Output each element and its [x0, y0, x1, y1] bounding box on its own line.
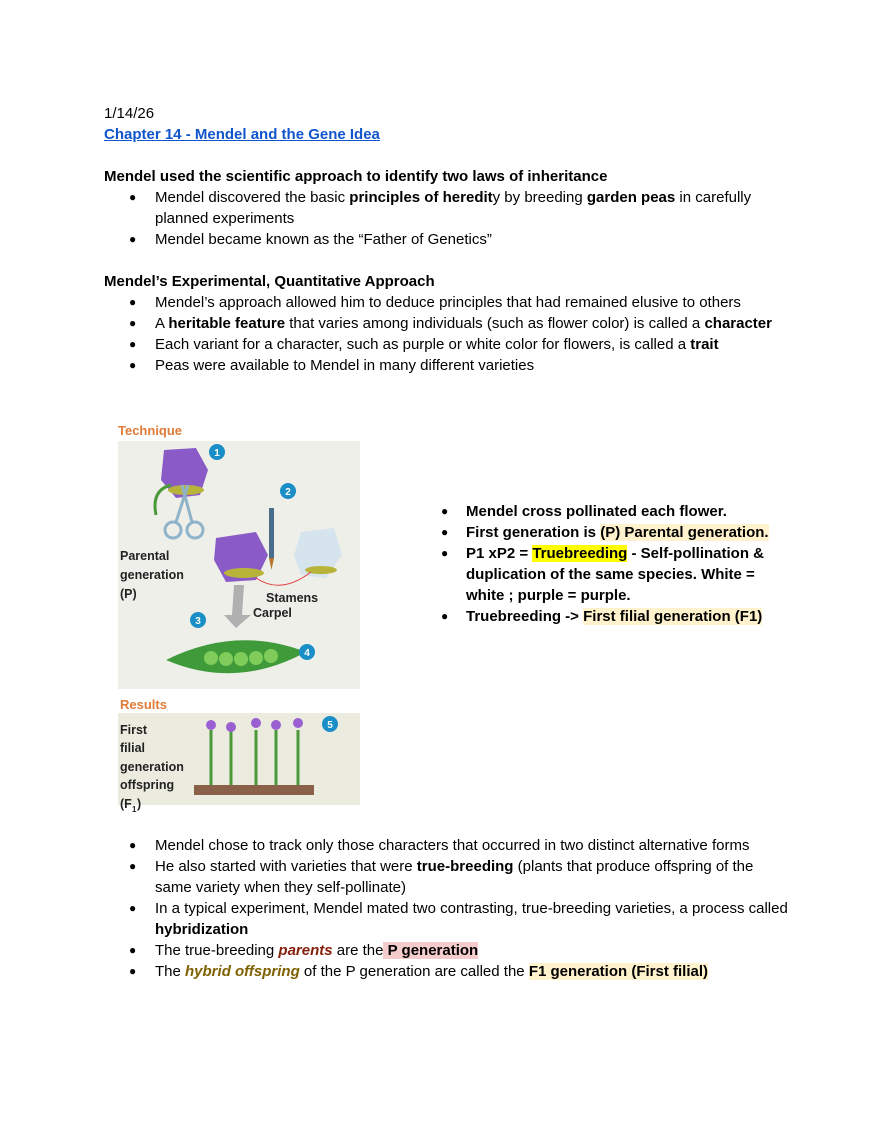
list-item: ● Mendel discovered the basic principles of heredity by breeding garden peas in carefully planned experiments	[104, 187, 784, 229]
soil	[194, 785, 314, 795]
date: 1/14/26	[104, 105, 155, 122]
list-item: ● Mendel’s approach allowed him to deduce principles that had remained elusive to others	[104, 292, 784, 313]
svg-text:1: 1	[214, 448, 220, 459]
list-item: ● The hybrid offspring of the P generation are called the F1 generation (First filial)	[104, 961, 794, 982]
bullet-list	[104, 835, 794, 982]
list-item: ● Truebreeding -> First filial generation (F1)	[441, 606, 781, 627]
mendel-technique-figure	[116, 420, 366, 825]
section-heading: Mendel used the scientific approach to identify two laws of inheritance	[104, 168, 608, 185]
list-item: ● In a typical experiment, Mendel mated two contrasting, true-breeding varieties, a process called hybridization	[104, 898, 794, 940]
svg-text:First: First	[120, 723, 148, 737]
bullet-list	[104, 292, 784, 376]
list-item: ● Mendel became known as the “Father of Genetics”	[104, 229, 784, 250]
svg-text:generation: generation	[120, 568, 184, 582]
svg-text:5: 5	[327, 720, 333, 731]
list-item: ● Peas were available to Mendel in many different varieties	[104, 355, 784, 376]
list-item: ● Each variant for a character, such as purple or white color for flowers, is called a trait	[104, 334, 784, 355]
svg-text:4: 4	[304, 648, 310, 659]
svg-text:Parental: Parental	[120, 549, 170, 563]
svg-text:): )	[137, 797, 142, 811]
list-item: ● First generation is (P) Parental generation.	[441, 522, 781, 543]
svg-text:generation: generation	[120, 760, 184, 774]
list-item: ● Mendel chose to track only those characters that occurred in two distinct alternative forms	[104, 835, 794, 856]
list-item: ● The true-breeding parents are the P generation	[104, 940, 794, 961]
paintbrush-icon	[269, 508, 274, 570]
chapter-title-link[interactable]: Chapter 14 - Mendel and the Gene Idea	[104, 126, 380, 143]
list-item: ● P1 xP2 = Truebreeding - Self-pollination & duplication of the same species. White = white ; purple = purple.	[441, 543, 781, 606]
svg-text:(P): (P)	[120, 587, 137, 601]
list-item: ● Mendel cross pollinated each flower.	[441, 501, 781, 522]
svg-text:(F: (F	[120, 797, 132, 811]
svg-text:2: 2	[285, 487, 291, 498]
purple-flower-icon	[214, 532, 268, 582]
list-item: ● A heritable feature that varies among individuals (such as flower color) is called a character	[104, 313, 784, 334]
svg-text:1: 1	[132, 805, 137, 814]
side-notes-list	[441, 501, 781, 627]
white-flower-icon	[294, 528, 342, 578]
svg-text:offspring: offspring	[120, 778, 175, 792]
svg-text:3: 3	[195, 616, 201, 627]
label-stamens: Stamens	[266, 591, 319, 605]
figure-label-technique: Technique	[118, 423, 183, 438]
bullet-list	[104, 187, 784, 250]
svg-text:filial: filial	[120, 741, 146, 755]
figure-label-results: Results	[120, 697, 167, 712]
label-carpel: Carpel	[253, 606, 292, 620]
list-item: ● He also started with varieties that were true-breeding (plants that produce offspring of the same variety when they self-pollinate)	[104, 856, 794, 898]
section-heading: Mendel’s Experimental, Quantitative Approach	[104, 273, 435, 290]
